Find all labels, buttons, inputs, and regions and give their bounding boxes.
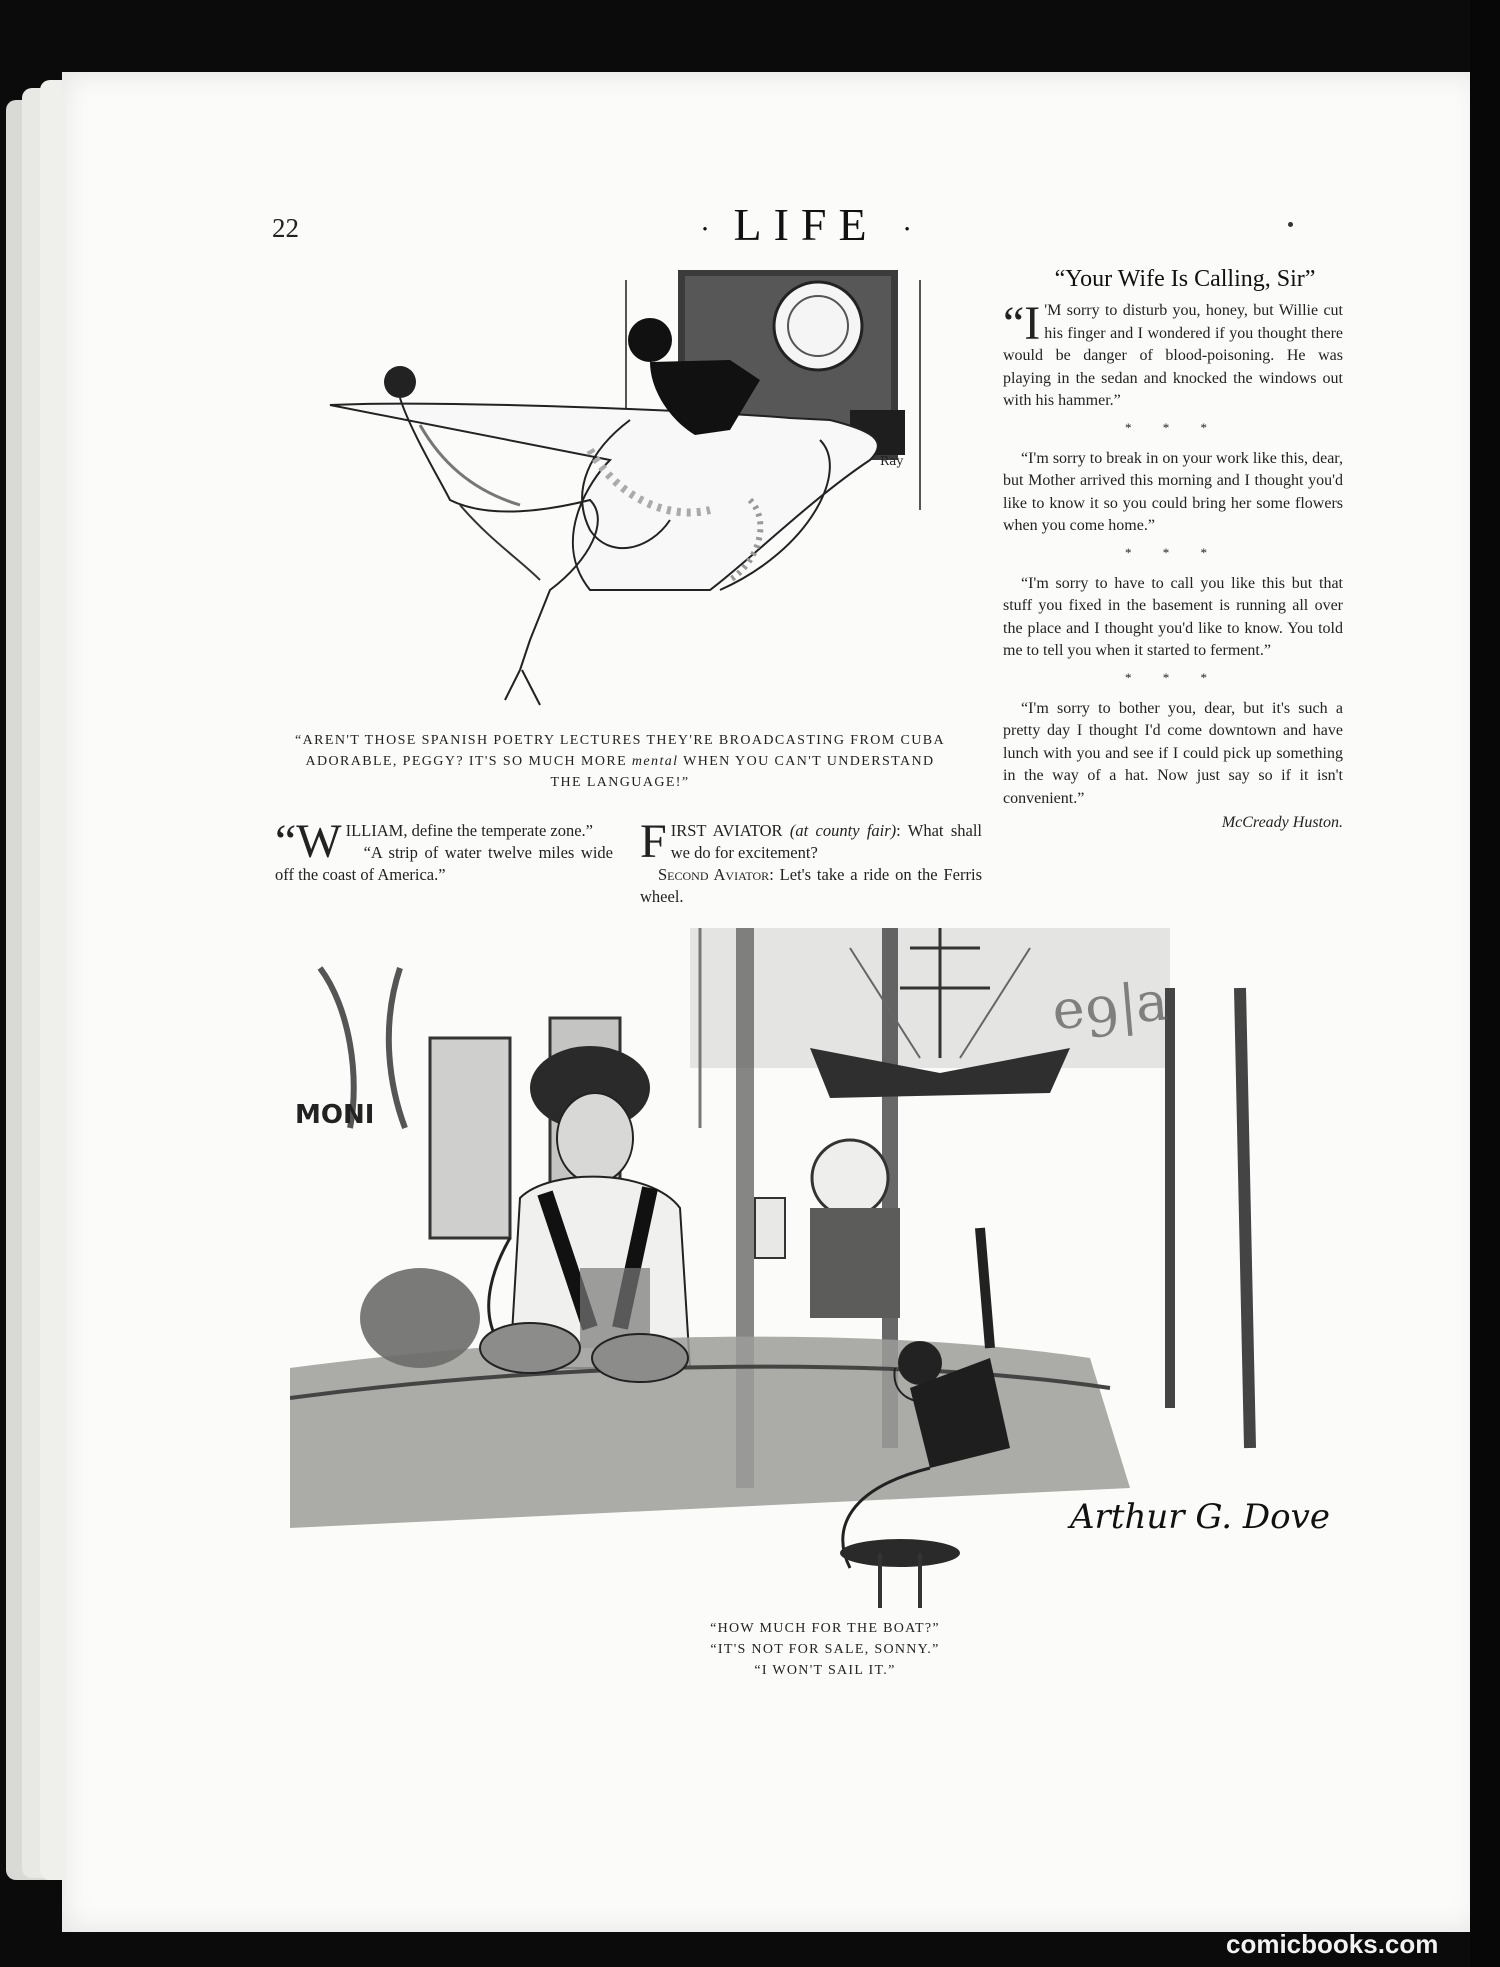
svg-text:ɐ|6ǝ: ɐ|6ǝ <box>1050 978 1173 1052</box>
corner-dot <box>1288 222 1293 227</box>
story-paragraph-1-text: 'M sorry to disturb you, honey, but Willie cut his finger and I wondered if you thought there would be danger of blood-poisoning. He was playing in the sedan and knocked the windows out with his hammer.” <box>1003 302 1343 410</box>
bottom-caption-line-2: “IT'S NOT FOR SALE, SONNY.” <box>710 1642 940 1657</box>
joke-william <box>275 815 613 886</box>
artist-initials: Ray <box>880 454 904 468</box>
joke-aviator-line-1-text: : What shall we do for excitement? <box>670 821 982 862</box>
story-paragraph-1 <box>1003 297 1343 413</box>
masthead <box>700 198 912 251</box>
masthead-title: LIFE <box>733 199 879 250</box>
top-cartoon-drawing <box>290 260 950 720</box>
story-paragraph-2: “I'm sorry to break in on your work like this, dear, but Mother arrived this morning and I thought you'd like to know it so you could bring her some flowers when you come home.” <box>1003 449 1343 535</box>
binding-edge <box>1470 0 1500 1967</box>
top-caption-line-5: THE LANGUAGE!” <box>550 775 690 790</box>
joke-aviator-speaker-2: Second Aviator <box>658 865 770 884</box>
site-watermark: comicbooks.com <box>1226 1929 1439 1959</box>
top-cartoon-caption <box>285 730 955 793</box>
top-caption-line-2: ADORABLE, PEGGY? IT'S SO MUCH MORE <box>305 754 628 769</box>
joke-william-answer: “A strip of water twelve miles wide off the coast of America.” <box>275 843 613 884</box>
joke-aviator-drop-cap: F <box>640 815 667 868</box>
joke-aviator <box>640 815 982 908</box>
story-separator-1: * * * <box>1125 419 1221 435</box>
window-sign-text: MONI <box>295 1100 375 1130</box>
column-story <box>1003 297 1343 837</box>
masthead-dot-right: · <box>902 212 913 246</box>
joke-aviator-line-2 <box>640 864 982 908</box>
story-drop-cap: “I <box>1003 297 1041 350</box>
bottom-caption-line-1: “HOW MUCH FOR THE BOAT?” <box>710 1621 940 1636</box>
bottom-caption-line-3: “I WON'T SAIL IT.” <box>754 1663 896 1678</box>
column-title: “Your Wife Is Calling, Sir” <box>1054 266 1316 292</box>
story-author: McCready Huston. <box>1221 814 1343 832</box>
joke-william-line-1: ILLIAM, define the temperate zone.” <box>345 821 593 840</box>
joke-aviator-speaker-1: IRST AVIATOR <box>670 821 783 840</box>
joke-aviator-line-1 <box>640 815 982 868</box>
top-cartoon-illustration <box>290 260 950 720</box>
top-caption-line-4: WHEN YOU CAN'T UNDERSTAND <box>683 754 935 769</box>
bottom-cartoon-signature: Arthur G. Dove <box>1070 1497 1330 1537</box>
bottom-cartoon-drawing <box>290 928 1360 1608</box>
page-number: 22 <box>272 213 299 243</box>
story-paragraph-4: “I'm sorry to bother you, dear, but it's such a pretty day I thought I'd come downtown and have lunch with you and see if I could pick up something in the way of a hat. Now just say so if it isn't convenient.” <box>1003 699 1343 807</box>
joke-aviator-stage-note: (at county fair) <box>789 821 897 840</box>
story-separator-2: * * * <box>1125 544 1221 560</box>
joke-aviator-line-2-text: : Let's take a ride on the Ferris wheel. <box>640 865 982 906</box>
top-caption-line-1: “AREN'T THOSE SPANISH POETRY LECTURES THEY'RE BROADCASTING FROM CUBA <box>295 733 945 748</box>
joke-william-drop-cap: “W <box>275 815 342 868</box>
bottom-cartoon-caption <box>575 1618 1075 1681</box>
top-caption-line-3: mental <box>631 754 679 769</box>
story-separator-3: * * * <box>1125 669 1221 685</box>
story-paragraph-3: “I'm sorry to have to call you like this but that stuff you fixed in the basement is running all over the place and I thought you'd like to know. You told me to tell you when it started to ferment.” <box>1003 574 1343 660</box>
bottom-cartoon-illustration <box>290 928 1360 1608</box>
masthead-dot-left: · <box>700 212 710 246</box>
